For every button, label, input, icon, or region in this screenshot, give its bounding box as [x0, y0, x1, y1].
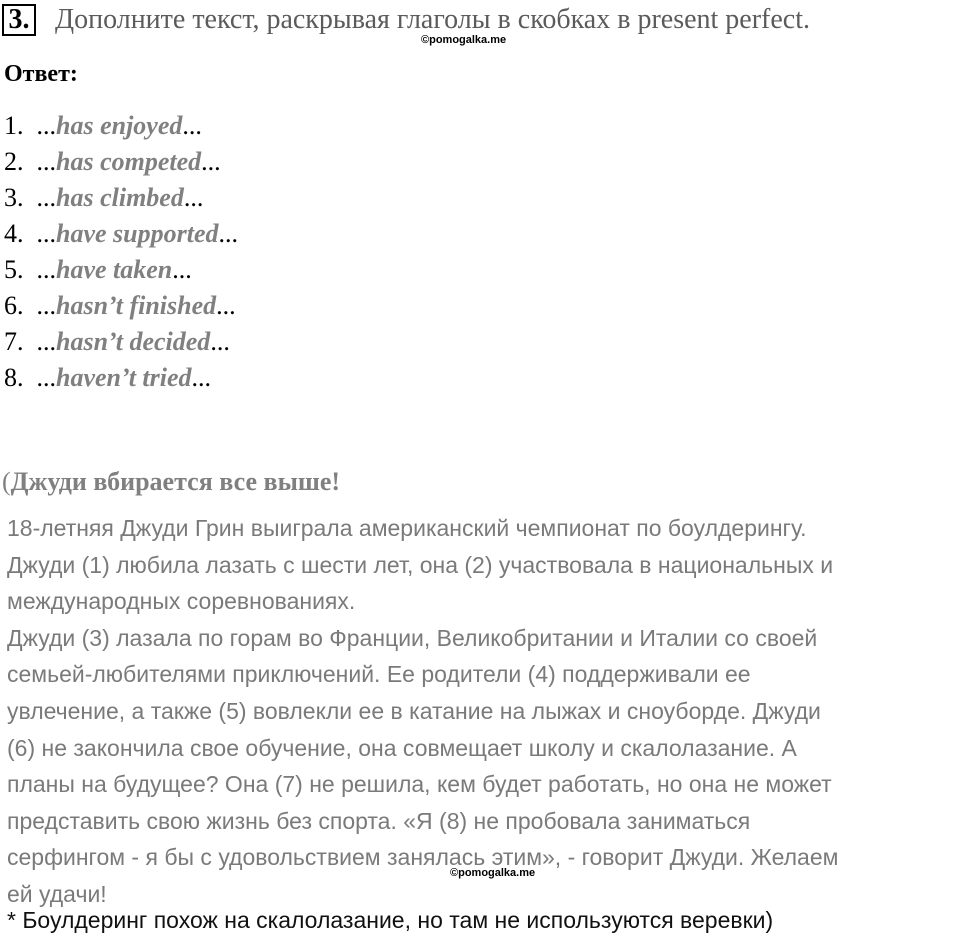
task-instruction: Дополните текст, раскрывая глаголы в скобках в present perfect.	[55, 4, 811, 35]
story-line: международных соревнованиях.	[7, 588, 356, 615]
answer-verb: has competed	[56, 147, 202, 176]
answer-verb: has climbed	[56, 183, 184, 212]
story-line: Джуди (3) лазала по горам во Франции, Великобритании и Италии со своей	[7, 624, 818, 651]
answer-verb: have supported	[56, 219, 219, 248]
story-line: (6) не закончила свое обучение, она совмещает школу и скалолазание. А	[7, 734, 797, 761]
answer-prefix: ...	[36, 363, 56, 392]
answer-verb: haven’t tried	[56, 363, 192, 392]
answer-number: 5.	[4, 255, 24, 284]
answer-list	[4, 109, 238, 397]
answer-verb: have taken	[56, 255, 173, 284]
answer-suffix: ...	[182, 111, 202, 140]
answer-prefix: ...	[36, 111, 56, 140]
answer-prefix: ...	[36, 255, 56, 284]
watermark-top: ©pomogalka.me	[421, 34, 507, 46]
answer-prefix: ...	[36, 291, 56, 320]
answer-item	[4, 109, 238, 145]
story-title-text: Джуди вбирается все выше!	[10, 467, 341, 496]
story-line: Джуди (1) любила лазать с шести лет, она (2) участвовала в национальных и	[7, 551, 834, 578]
answer-item	[4, 253, 238, 289]
answer-number: 4.	[4, 219, 24, 248]
answer-item	[4, 289, 238, 325]
answer-item	[4, 217, 238, 253]
story-text	[7, 510, 957, 913]
answer-number: 7.	[4, 327, 24, 356]
answer-number: 8.	[4, 363, 24, 392]
answer-verb: has enjoyed	[56, 111, 183, 140]
story-line: серфингом - я бы с удовольствием занялась этим», - говорит Джуди. Желаем	[7, 844, 839, 871]
answer-number: 3.	[4, 183, 24, 212]
answer-suffix: ...	[191, 363, 212, 392]
watermark-bottom: ©pomogalka.me	[450, 867, 536, 879]
answer-suffix: ...	[201, 147, 221, 176]
answer-prefix: ...	[36, 183, 56, 212]
story-open-paren: (	[2, 467, 11, 496]
answer-item	[4, 361, 238, 397]
story-line: 18-летняя Джуди Грин выиграла американский чемпионат по боулдерингу.	[7, 515, 807, 541]
answer-number: 2.	[4, 147, 24, 176]
story-line: ей удачи!	[7, 880, 107, 907]
answer-item	[4, 145, 238, 181]
answer-suffix: ...	[183, 183, 204, 212]
answer-verb: hasn’t finished	[56, 291, 217, 320]
footnote: * Боулдеринг похож на скалолазание, но там не используются веревки)	[7, 907, 774, 933]
task-number-box: 3.	[2, 4, 36, 36]
answer-item	[4, 181, 238, 217]
answer-prefix: ...	[36, 147, 56, 176]
story-line: представить свою жизнь без спорта. «Я (8) не пробовала заниматься	[7, 807, 751, 834]
answer-label: Ответ:	[4, 61, 78, 87]
answer-suffix: ...	[172, 255, 192, 284]
answer-suffix: ...	[210, 327, 230, 356]
story-line: семьей-любителями приключений. Ее родители (4) поддерживали ее	[7, 661, 751, 688]
story-title	[2, 465, 340, 499]
answer-number: 1.	[4, 111, 24, 140]
story-line: планы на будущее? Она (7) не решила, кем будет работать, но она не может	[7, 771, 832, 798]
story-line: увлечение, а также (5) вовлекли ее в катание на лыжах и сноуборде. Джуди	[7, 697, 821, 724]
answer-prefix: ...	[36, 327, 56, 356]
answer-number: 6.	[4, 291, 24, 320]
answer-suffix: ...	[218, 219, 238, 248]
answer-suffix: ...	[216, 291, 236, 320]
answer-verb: hasn’t decided	[56, 327, 211, 356]
answer-prefix: ...	[36, 219, 56, 248]
answer-item	[4, 325, 238, 361]
